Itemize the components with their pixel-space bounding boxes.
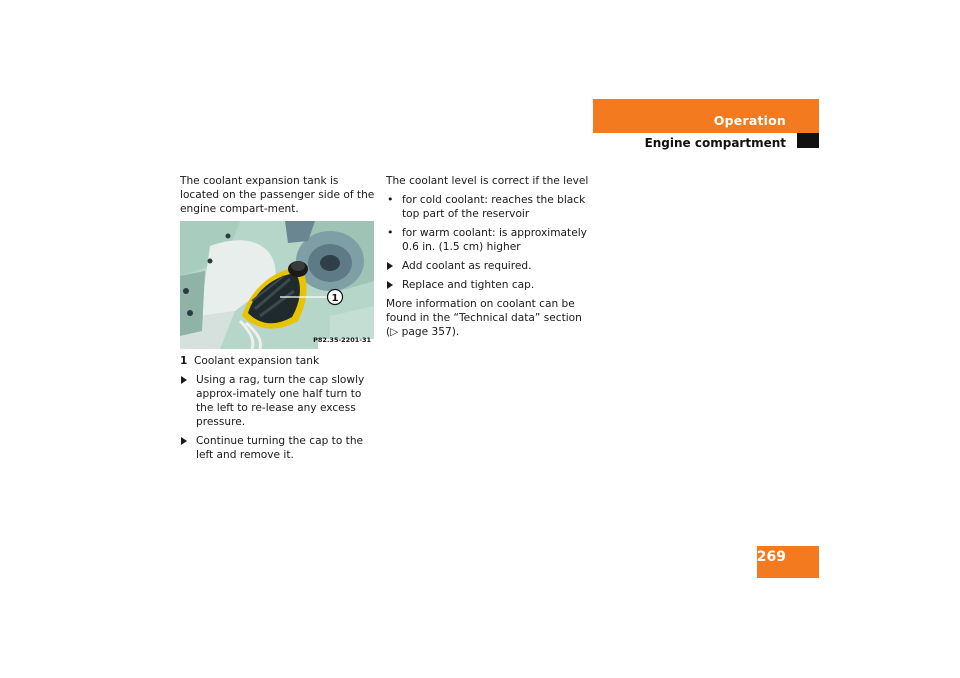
bullet-item xyxy=(386,226,591,254)
header-marker xyxy=(797,133,819,148)
step-text: Replace and tighten cap. xyxy=(402,279,535,291)
caption-text: Coolant expansion tank xyxy=(194,355,320,367)
step-item xyxy=(180,373,380,429)
step-arrow-icon xyxy=(181,437,187,445)
page-reference-link[interactable]: (▷ page 357). xyxy=(386,326,460,338)
bullet-item xyxy=(386,193,591,221)
step-arrow-icon xyxy=(387,262,393,270)
photo-code: P82.35-2201-31 xyxy=(313,336,371,344)
right-column xyxy=(386,174,591,344)
callout-number: 1 xyxy=(331,293,339,304)
step-item xyxy=(386,278,591,292)
step-item xyxy=(180,434,380,462)
step-text: Add coolant as required. xyxy=(402,260,532,272)
bullet-dot-icon: • xyxy=(387,193,394,206)
level-intro: The coolant level is correct if the level xyxy=(386,175,589,187)
bullet-dot-icon: • xyxy=(387,226,394,239)
coolant-tank-photo xyxy=(180,221,374,349)
section-title: Operation xyxy=(713,113,786,128)
step-arrow-icon xyxy=(181,376,187,384)
step-text: Continue turning the cap to the left and remove it. xyxy=(196,435,364,461)
page-number: 269 xyxy=(756,549,786,565)
left-column xyxy=(180,174,380,467)
figure-caption xyxy=(180,354,380,368)
engine-photo-illustration xyxy=(180,221,374,349)
more-info-text: More information on coolant can be found in the “Technical data” section xyxy=(386,298,582,324)
more-info xyxy=(386,297,591,339)
step-text: Using a rag, turn the cap slowly approx-imately one half turn to the left to re-lease any excess pressure. xyxy=(196,374,365,428)
caption-number: 1 xyxy=(180,355,188,367)
bullet-text: for warm coolant: is approximately 0.6 in. (1.5 cm) higher xyxy=(402,227,587,253)
step-item xyxy=(386,259,591,273)
bullet-text: for cold coolant: reaches the black top part of the reservoir xyxy=(402,194,586,220)
intro-text: The coolant expansion tank is located on the passenger side of the engine compart-ment. xyxy=(180,175,375,215)
subsection-title: Engine compartment xyxy=(644,136,786,150)
step-arrow-icon xyxy=(387,281,393,289)
